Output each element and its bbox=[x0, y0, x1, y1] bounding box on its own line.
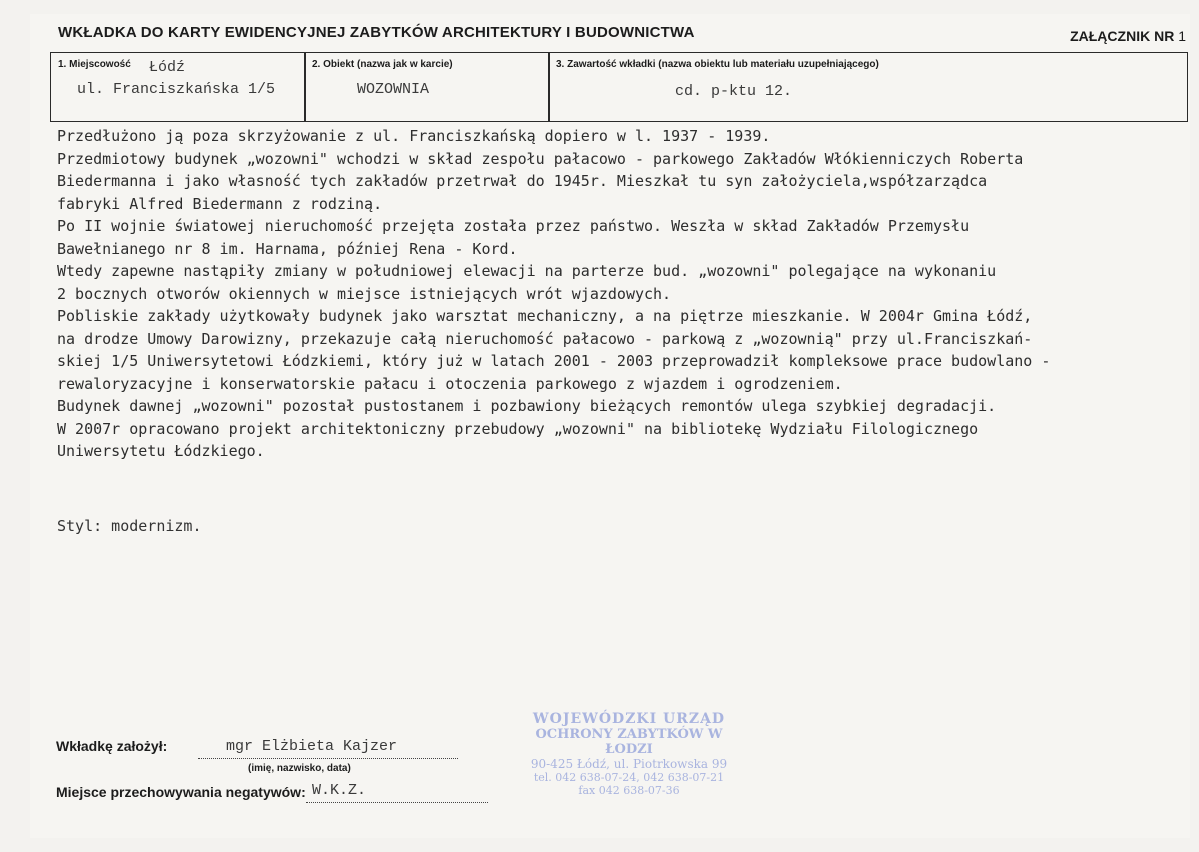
text-line: Po II wojnie światowej nieruchomość przejęta została przez państwo. Weszła w skład Zakładów Przemysłu bbox=[57, 217, 970, 235]
text-line: Wtedy zapewne nastąpiły zmiany w południowej elewacji na parterze bud. „wozowni" polegające na wykonaniu bbox=[57, 262, 997, 280]
locality-city: Łódź bbox=[149, 59, 186, 76]
stamp-line: WOJEWÓDZKI URZĄD bbox=[532, 711, 726, 727]
card-title: WKŁADKA DO KARTY EWIDENCYJNEJ ZABYTKÓW ARCHITEKTURY I BUDOWNICTWA bbox=[58, 24, 695, 41]
text-line: Bawełnianego nr 8 im. Harnama, później Rena - Kord. bbox=[57, 239, 518, 258]
content-value: cd. p-ktu 12. bbox=[675, 83, 793, 100]
author-label: Wkładkę założył: bbox=[56, 738, 168, 754]
storage-label: Miejsce przechowywania negatywów: bbox=[56, 784, 306, 800]
author-value: mgr Elżbieta Kajzer bbox=[226, 738, 398, 755]
annex-value: 1 bbox=[1178, 28, 1186, 44]
storage-value: W.K.Z. bbox=[312, 782, 367, 799]
record-card bbox=[30, 14, 1190, 838]
style-line: Styl: modernizm. bbox=[57, 517, 202, 535]
locality-box bbox=[50, 52, 306, 122]
office-stamp bbox=[514, 711, 744, 797]
storage-dotted-line bbox=[306, 802, 488, 803]
text-line: Przedłużono ją poza skrzyżowanie z ul. Franciszkańską dopiero w l. 1937 - 1939. bbox=[57, 127, 771, 145]
text-line: Biedermanna i jako własność tych zakładów przetrwał do 1945r. Mieszkał tu syn założyciela,współzarządca bbox=[57, 172, 988, 190]
text-line: Budynek dawnej „wozowni" pozostał pustostanem i pozbawiony bieżących remontów ulega szybkiej degradacji. bbox=[57, 397, 997, 415]
object-value: WOZOWNIA bbox=[357, 81, 430, 98]
text-line: skiej 1/5 Uniwersytetowi Łódzkiemi, który już w latach 2001 - 2003 przeprowadził kompleksowe prace budowlano - bbox=[57, 352, 1051, 370]
text-line: W 2007r opracowano projekt architektoniczny przebudowy „wozowni" na bibliotekę Wydziału Filologicznego bbox=[57, 419, 979, 438]
object-box bbox=[304, 52, 550, 122]
content-box bbox=[548, 52, 1188, 122]
text-line: Przedmiotowy budynek „wozowni" wchodzi w skład zespołu pałacowo - parkowego Zakładów Włókienniczych Roberta bbox=[57, 149, 1024, 168]
text-line: Uniwersytetu Łódzkiego. bbox=[57, 442, 265, 460]
content-label: 3. Zawartość wkładki (nazwa obiektu lub materiału uzupełniającego) bbox=[556, 59, 879, 70]
annex-label: ZAŁĄCZNIK NR bbox=[1070, 28, 1175, 44]
stamp-line: OCHRONY ZABYTKÓW W ŁODZI bbox=[535, 727, 723, 757]
text-line: fabryki Alfred Biedermann z rodziną. bbox=[57, 194, 383, 213]
text-line: rewaloryzacyjne i konserwatorskie pałacu i otoczenia parkowego z wjazdem i ogrodzeniem. bbox=[57, 374, 843, 393]
text-line: 2 bocznych otworów okiennych w miejsce istniejących wrót wjazdowych. bbox=[57, 284, 672, 303]
locality-label: 1. Miejscowość bbox=[58, 59, 131, 70]
author-dotted-line bbox=[198, 758, 458, 759]
object-label: 2. Obiekt (nazwa jak w karcie) bbox=[312, 59, 453, 70]
text-line: na drodze Umowy Darowizny, przekazuje całą nieruchomość pałacowo - parkową z „wozownią" przy ul.Franciszkań- bbox=[57, 329, 1033, 348]
stamp-line: fax 042 638-07-36 bbox=[578, 784, 680, 797]
annex-number bbox=[1070, 28, 1186, 44]
stamp-line: tel. 042 638-07-24, 042 638-07-21 bbox=[533, 771, 725, 784]
text-line: Pobliskie zakłady użytkowały budynek jako warsztat mechaniczny, a na piętrze mieszkanie. W 2004r Gmina Łódź, bbox=[57, 307, 1033, 325]
description-text bbox=[57, 125, 1187, 463]
stamp-line: 90-425 Łódź, ul. Piotrkowska 99 bbox=[530, 757, 728, 771]
locality-street: ul. Franciszkańska 1/5 bbox=[77, 81, 276, 98]
author-hint: (imię, nazwisko, data) bbox=[248, 763, 351, 774]
